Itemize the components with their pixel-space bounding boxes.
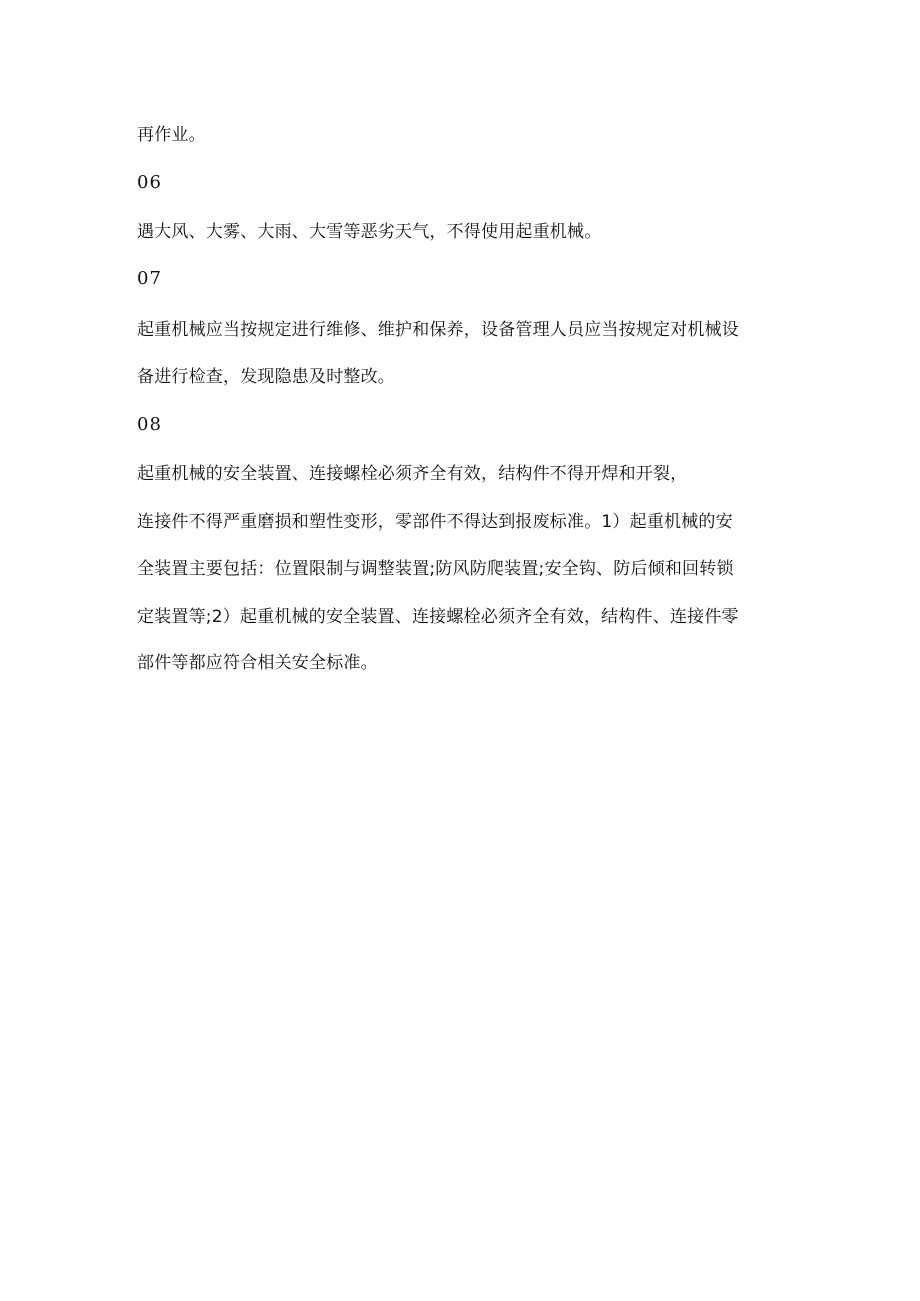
text-line: 起重机械的安全装置、连接螺栓必须齐全有效，结构件不得开焊和开裂， (137, 464, 688, 484)
text-line: 备进行检查，发现隐患及时整改。 (137, 367, 395, 387)
section-number-07: 07 (137, 268, 162, 289)
text-line: 部件等都应符合相关安全标准。 (137, 653, 378, 673)
text-line: 全装置主要包括：位置限制与调整装置;防风防爬装置;安全钩、防后倾和回转锁 (137, 559, 734, 579)
text-line: 定装置等;2）起重机械的安全装置、连接螺栓必须齐全有效，结构件、连接件零 (137, 607, 739, 627)
text-line: 连接件不得严重磨损和塑性变形，零部件不得达到报废标准。1）起重机械的安 (137, 512, 733, 532)
text-line: 起重机械应当按规定进行维修、维护和保养，设备管理人员应当按规定对机械设 (137, 320, 739, 340)
text-line: 遇大风、大雾、大雨、大雪等恶劣天气，不得使用起重机械。 (137, 222, 602, 242)
section-number-06: 06 (137, 172, 162, 193)
text-line: 再作业。 (137, 125, 206, 145)
section-number-08: 08 (137, 414, 162, 435)
